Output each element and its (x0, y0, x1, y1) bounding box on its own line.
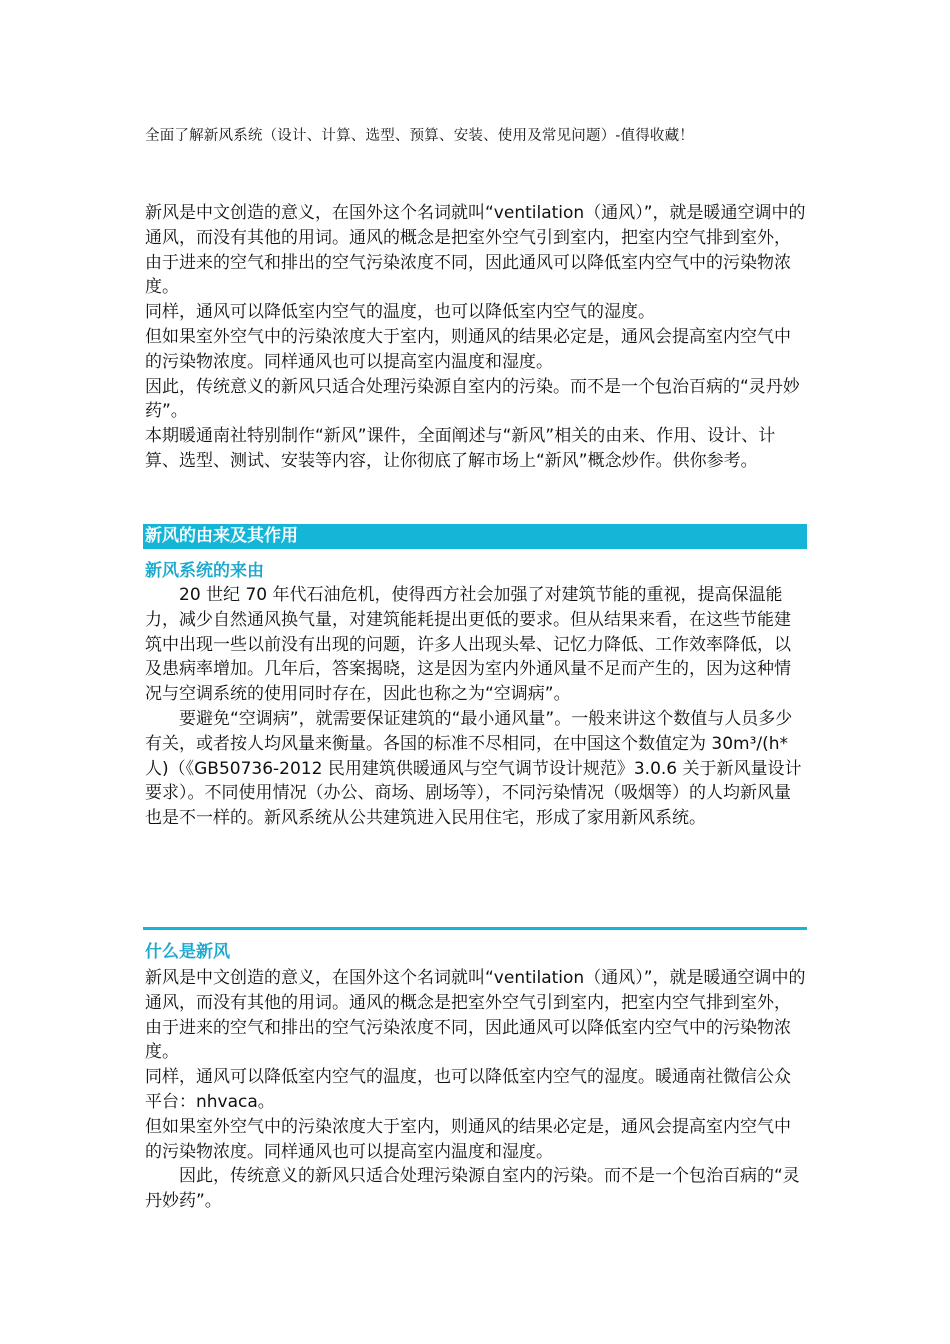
intro-paragraph: 因此，传统意义的新风只适合处理污染源自室内的污染。而不是一个包治百病的“灵丹妙药”。 (145, 376, 800, 422)
origin-paragraph: 20 世纪 70 年代石油危机，使得西方社会加强了对建筑节能的重视，提高保温能力，减少自然通风换气量，对建筑能耗提出更低的要求。但从结果来看，在这些节能建筑中出现一些以前没有出现的问题，许多人出现头晕、记忆力降低、工作效率降低，以及患病率增加。几年后，答案揭晓，这是因为室内外通风量不足而产生的，因为这种情况与空调系统的使用同时存在，因此也称之为“空调病”。 (145, 585, 791, 705)
origin-block (145, 583, 807, 831)
intro-paragraph: 本期暖通南社特别制作“新风”课件，全面阐述与“新风”相关的由来、作用、设计、计算、选型、测试、安装等内容，让你彻底了解市场上“新风”概念炒作。供你参考。 (145, 426, 776, 471)
document-title: 全面了解新风系统（设计、计算、选型、预算、安装、使用及常见问题）-值得收藏！ (145, 128, 694, 144)
section-divider (143, 927, 807, 930)
what-is-paragraph: 但如果室外空气中的污染浓度大于室内，则通风的结果必定是，通风会提高室内空气中的污染物浓度。同样通风也可以提高室内温度和湿度。 (145, 1116, 791, 1162)
intro-block (145, 201, 807, 474)
intro-paragraph: 同样，通风可以降低室内空气的温度，也可以降低室内空气的湿度。 (145, 302, 655, 323)
origin-paragraph: 要避免“空调病”，就需要保证建筑的“最小通风量”。一般来讲这个数值与人员多少有关，或者按人均风量来衡量。各国的标准不尽相同，在中国这个数值定为 30m³/(h*人)（《GB50736-2012 民用建筑供暖通风与空气调节设计规范》3.0.6 关于新风量设计要求）。不同使用情况（办公、商场、剧场等），不同污染情况（吸烟等）的人均新风量也是不一样的。新风系统从公共建筑进入民用住宅，形成了家用新风系统。 (145, 708, 802, 829)
intro-paragraph: 新风是中文创造的意义，在国外这个名词就叫“ventilation（通风）”，就是暖通空调中的通风，而没有其他的用词。通风的概念是把室外空气引到室内，把室内空气排到室外，由于进来的空气和排出的空气污染浓度不同，因此通风可以降低室内空气中的污染物浓度。 (145, 203, 806, 298)
what-is-paragraph: 因此，传统意义的新风只适合处理污染源自室内的污染。而不是一个包治百病的“灵丹妙药”。 (145, 1166, 800, 1212)
what-is-paragraph: 新风是中文创造的意义，在国外这个名词就叫“ventilation（通风）”，就是暖通空调中的通风，而没有其他的用词。通风的概念是把室外空气引到室内，把室内空气排到室外，由于进来的空气和排出的空气污染浓度不同，因此通风可以降低室内空气中的污染物浓度。 (145, 968, 806, 1063)
what-is-paragraph: 同样，通风可以降低室内空气的温度，也可以降低室内空气的湿度。暖通南社微信公众平台：nhvaca。 (145, 1067, 791, 1112)
intro-paragraph: 但如果室外空气中的污染浓度大于室内，则通风的结果必定是，通风会提高室内空气中的污染物浓度。同样通风也可以提高室内温度和湿度。 (145, 326, 791, 372)
subheading-what-is: 什么是新风 (145, 942, 230, 962)
what-is-block (145, 966, 807, 1214)
section-heading-bar: 新风的由来及其作用 (143, 524, 807, 549)
subheading-origin: 新风系统的来由 (145, 561, 264, 581)
